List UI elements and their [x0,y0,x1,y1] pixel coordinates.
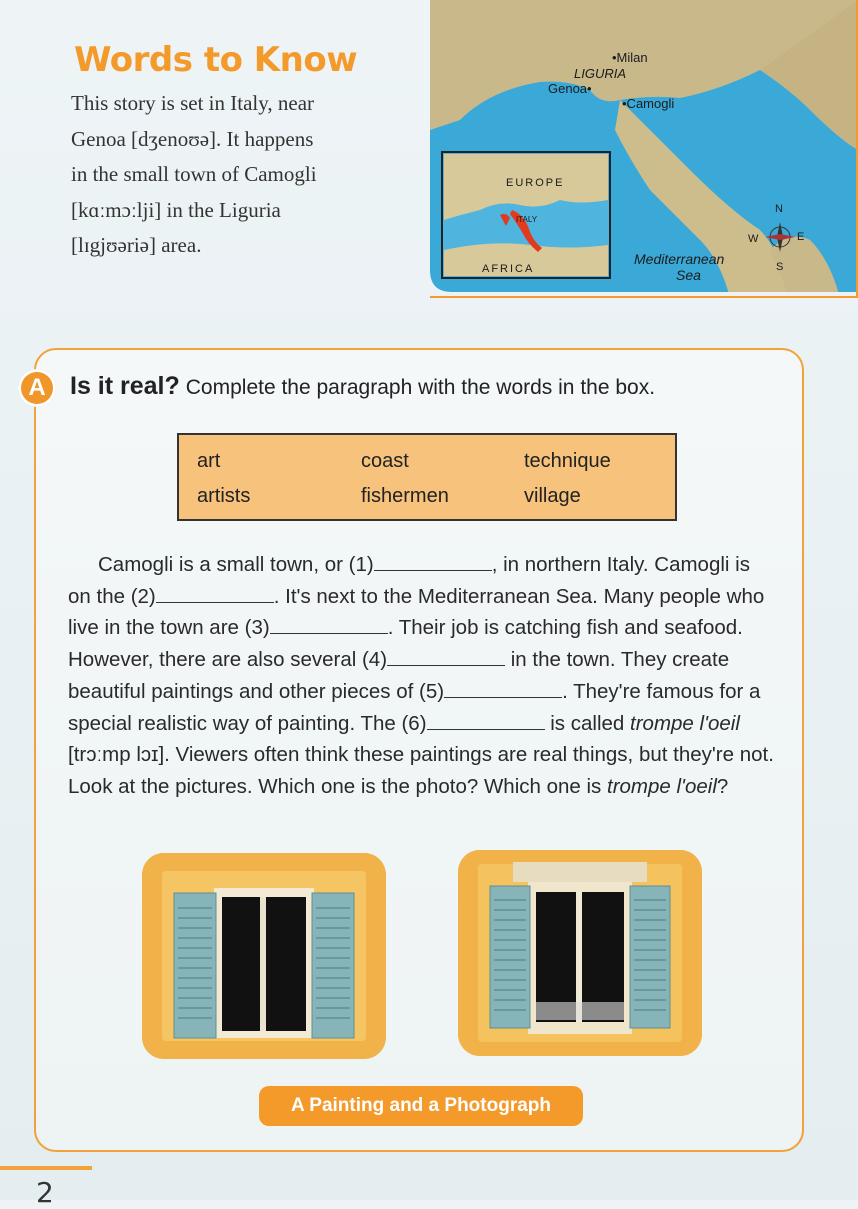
word-item: coast [361,450,409,472]
paragraph-text: ? [716,774,729,798]
fill-in-paragraph [68,549,774,803]
page-number: 2 [36,1176,54,1209]
window-image-left [142,853,386,1059]
paragraph-text: . It's next to the Mediterranean Sea. Many people who live in the town are (3) [68,584,765,640]
map-label-genoa: Genoa• [548,81,592,96]
paragraph-text: , in northern Italy. Camogli is on the (2) [68,553,750,608]
intro-line: [lɪgjʊəriə] area. [71,233,202,257]
word-box [177,433,677,521]
activity-instruction: Complete the paragraph with the words in the box. [185,376,656,399]
compass-n: N [775,203,783,215]
word-item: village [524,485,581,507]
italy-map [430,0,858,298]
map-label-sea: Sea [676,267,701,283]
intro-line: Genoa [dʒenoʊə]. It happens [71,126,314,151]
map-label-europe: EUROPE [506,177,565,189]
answer-blank-5[interactable] [444,679,562,698]
map-label-milan: •Milan [612,50,648,65]
caption-label: A Painting and a Photograph [259,1086,583,1126]
word-item: artists [197,485,251,507]
window-image-right [458,850,702,1056]
paragraph-text: [trɔːmp lɔɪ]. Viewers often think these paintings are real things, but they're not. Look at the pictures. Which one is the photo? Which one is [68,743,774,798]
word-item: fishermen [361,485,449,507]
compass-w: W [748,233,759,245]
answer-blank-3[interactable] [270,615,388,634]
answer-blank-2[interactable] [156,584,274,603]
answer-blank-4[interactable] [387,647,505,666]
activity-badge: A [18,369,56,407]
paragraph-text: in the town. They create beautiful paintings and other pieces of (5) [68,648,730,703]
term-trompe-loeil: trompe l'oeil [607,774,717,798]
activity-title: Is it real? [70,372,180,400]
paragraph-text: Camogli is a small town, or (1) [98,553,374,576]
map-label-italy: ITALY [516,215,538,224]
compass-s: S [776,261,784,273]
map-label-liguria: LIGURIA [574,66,627,81]
intro-text [71,86,421,264]
map-label-mediterranean: Mediterranean [634,251,725,267]
word-item: technique [524,450,611,472]
intro-line: in the small town of Camogli [71,162,317,186]
words-to-know-title: Words to Know [74,40,358,80]
map-label-camogli: •Camogli [622,96,675,111]
compass-e: E [797,231,805,243]
answer-blank-6[interactable] [427,711,545,730]
intro-line: [kɑːmɔːlji] in the Liguria [71,197,281,222]
page-divider [0,1166,92,1170]
activity-heading [70,372,655,401]
answer-blank-1[interactable] [374,552,492,571]
word-item: art [197,450,221,472]
intro-line: This story is set in Italy, near [71,91,315,115]
paragraph-text: . They're famous for a special realistic way of painting. The (6) [68,679,761,735]
paragraph-text: is called [544,711,631,735]
term-trompe-loeil: trompe l'oeil [630,711,740,735]
paragraph-text: . Their job is catching fish and seafood. However, there are also several (4) [68,616,743,672]
map-label-africa: AFRICA [482,263,535,275]
